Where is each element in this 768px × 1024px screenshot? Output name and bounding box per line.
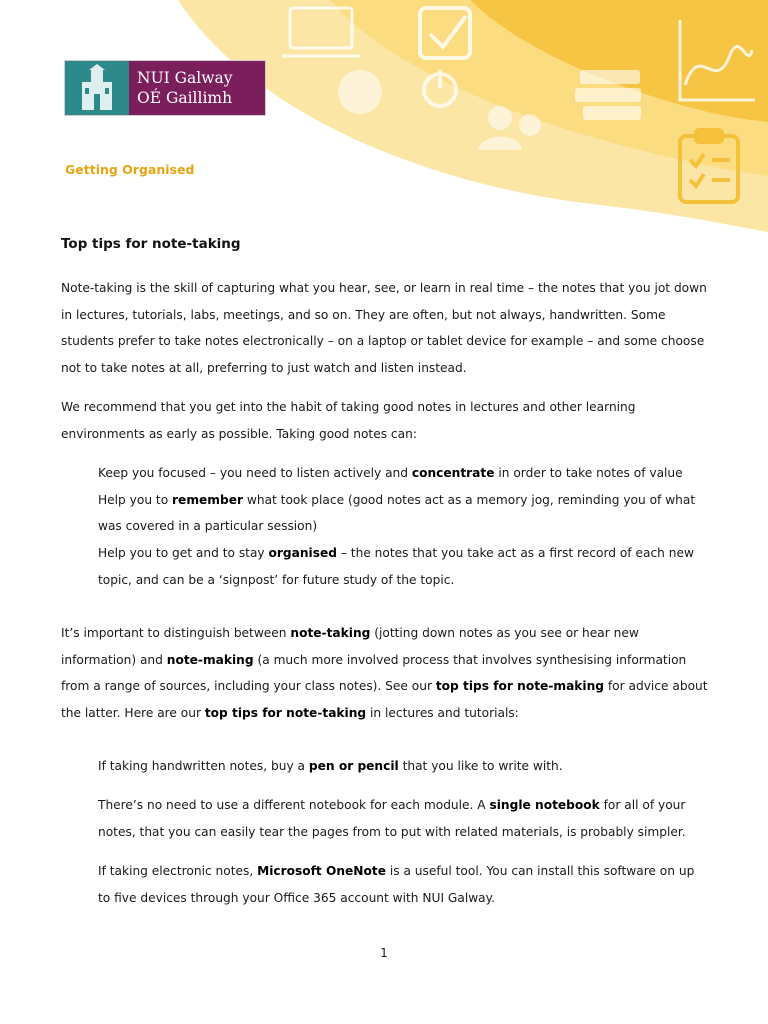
logo-line-irish: OÉ Gaillimh [137, 89, 233, 107]
list-item: Help you to remember what took place (good notes act as a memory jog, reminding you of what was covered in a particular session) [98, 492, 696, 534]
logo-wordmark [129, 61, 265, 115]
nui-galway-logo [64, 60, 266, 116]
logo-line-english: NUI Galway [137, 69, 233, 87]
tip-single-notebook: There’s no need to use a different notebook for each module. A single notebook for all of your notes, that you can easily tear the pages from to put with related materials, is probably simpler. [98, 798, 686, 839]
section-label: Getting Organised [65, 162, 195, 177]
benefits-list [98, 460, 710, 594]
intro-paragraph: Note-taking is the skill of capturing what you hear, see, or learn in real time – the notes that you jot down in lectures, tutorials, labs, meetings, and so on. They are often, but not always, handwritten. Some students prefer to take notes electronically – on a laptop or tablet device for example – and some choose not to take notes at all, preferring to just watch and listen instead. [61, 281, 707, 376]
list-item: Help you to get and to stay organised – the notes that you take act as a first record of each new topic, and can be a ‘signpost’ for future study of the topic. [98, 546, 694, 587]
page-title: Top tips for note-taking [61, 236, 241, 252]
page-number: 1 [380, 946, 388, 960]
recommend-paragraph: We recommend that you get into the habit of taking good notes in lectures and other learning environments as early as possible. Taking good notes can: [61, 400, 636, 441]
university-crest-icon [65, 61, 129, 115]
tip-pen-or-pencil: If taking handwritten notes, buy a pen or pencil that you like to write with. [98, 759, 563, 773]
list-item: Keep you focused – you need to listen actively and concentrate in order to take notes of value [98, 466, 683, 480]
books-icon [575, 70, 641, 120]
head-gears-icon [338, 70, 382, 114]
distinguish-paragraph: It’s important to distinguish between note-taking (jotting down notes as you see or hear new information) and note-making (a much more involved process that involves synthesising information from a range of sources, including your class notes). See our top tips for note-making for advice about the latter. Here are our top tips for note-taking in lectures and tutorials: [61, 626, 708, 721]
tip-onenote: If taking electronic notes, Microsoft OneNote is a useful tool. You can install this software on up to five devices through your Office 365 account with NUI Galway. [98, 864, 695, 905]
